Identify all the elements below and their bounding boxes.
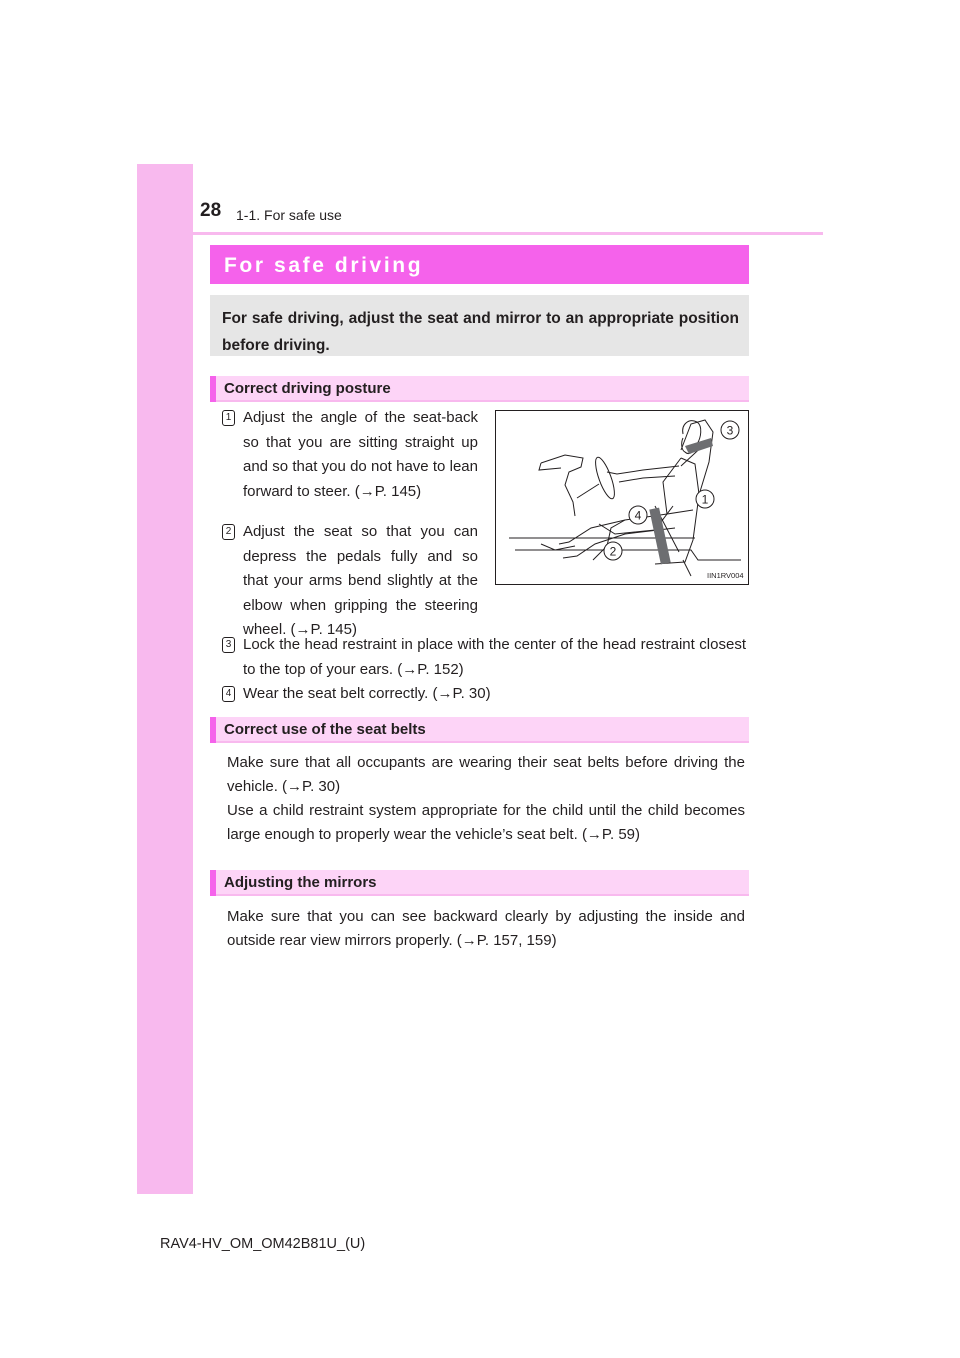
posture-item — [225, 682, 746, 707]
callout-3 — [721, 421, 739, 439]
callout-1 — [696, 490, 714, 508]
posture-item — [225, 520, 478, 643]
document-code: RAV4-HV_OM_OM42B81U_(U) — [160, 1236, 366, 1252]
banner-title: For safe driving — [224, 254, 424, 277]
item-text: Lock the head restraint in place with the center of the head restraint closest to the top of your ears. (→P. 152) — [243, 636, 746, 678]
section-path: 1-1. For safe use — [236, 207, 342, 223]
mirrors-paragraph: Make sure that you can see backward clearly by adjusting the inside and outside rear view mirrors properly. (→P. 157, 159) — [227, 908, 745, 949]
item-text: Adjust the angle of the seat-back so that you are sitting straight up and so that you do not have to lean forward to steer. (→P. 145) — [243, 409, 478, 500]
callout-2 — [604, 542, 622, 560]
header-rule — [193, 232, 823, 235]
subhead-driving-posture — [210, 376, 749, 402]
subhead-seat-belts — [210, 717, 749, 743]
item-number-badge: 2 — [222, 524, 235, 540]
item-number-badge: 1 — [222, 410, 235, 426]
page-number: 28 — [200, 200, 222, 221]
child-restraint-paragraph: Use a child restraint system appropriate for the child until the child becomes large enough to properly wear the vehicle’s seat belt. (→P. 59) — [227, 802, 745, 843]
posture-item — [225, 406, 478, 504]
subhead-title: Correct driving posture — [224, 380, 391, 397]
seat-belt-paragraph: Make sure that all occupants are wearing their seat belts before driving the vehicle. (→P. 30) — [227, 754, 745, 795]
item-text: Adjust the seat so that you can depress the pedals fully and so that your arms bend slightly at the elbow when gripping the steering wheel. (→P. 145) — [243, 523, 478, 638]
svg-text:1: 1 — [701, 492, 709, 507]
posture-item — [225, 633, 746, 682]
subhead-title: Correct use of the seat belts — [224, 721, 426, 738]
chapter-side-tab — [137, 164, 193, 1194]
intro-box: For safe driving, adjust the seat and mirror to an appropriate position before driving. — [210, 295, 749, 356]
item-number-badge: 4 — [222, 686, 235, 702]
svg-text:3: 3 — [726, 423, 734, 438]
section-banner — [210, 245, 749, 284]
subhead-mirrors — [210, 870, 749, 896]
item-text: Wear the seat belt correctly. (→P. 30) — [243, 685, 491, 702]
subhead-title: Adjusting the mirrors — [224, 874, 377, 891]
callout-4 — [629, 506, 647, 524]
subhead-accent-bar — [210, 717, 216, 743]
svg-text:2: 2 — [609, 544, 617, 559]
driving-posture-illustration — [495, 410, 749, 585]
subhead-accent-bar — [210, 870, 216, 896]
item-number-badge: 3 — [222, 637, 235, 653]
svg-text:4: 4 — [634, 508, 642, 523]
subhead-accent-bar — [210, 376, 216, 402]
illustration-code: IIN1RV004 — [707, 571, 744, 580]
